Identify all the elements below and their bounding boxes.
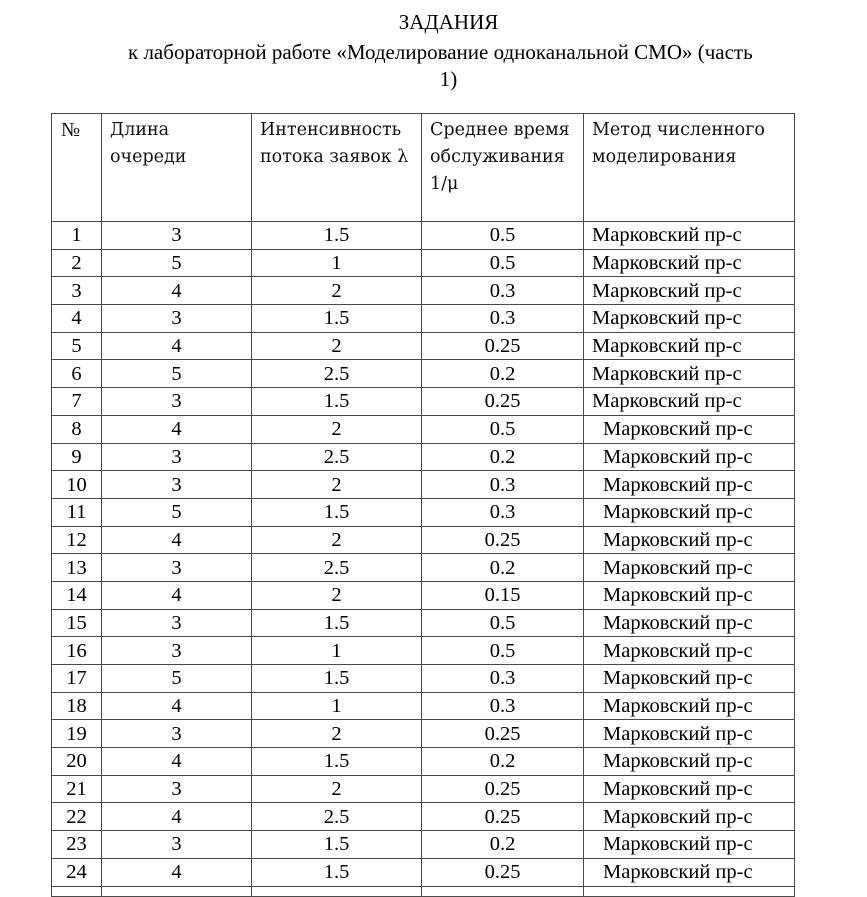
- cell-empty: [252, 886, 422, 896]
- cell-num: 23: [52, 831, 102, 859]
- cell-queue-length: 4: [102, 415, 252, 443]
- cell-service-time: 0.3: [422, 277, 584, 305]
- cell-method: Марковский пр-с: [584, 554, 795, 582]
- cell-service-time: 0.2: [422, 360, 584, 388]
- cell-empty: [422, 886, 584, 896]
- cell-num: 4: [52, 305, 102, 333]
- cell-num: 6: [52, 360, 102, 388]
- table-row: [52, 526, 795, 554]
- cell-intensity: 2: [252, 720, 422, 748]
- cell-service-time: 0.25: [422, 775, 584, 803]
- cell-service-time: 0.5: [422, 222, 584, 250]
- cell-queue-length: 4: [102, 526, 252, 554]
- cell-intensity: 2: [252, 775, 422, 803]
- table-row: [52, 637, 795, 665]
- cell-queue-length: 4: [102, 692, 252, 720]
- cell-service-time: 0.2: [422, 748, 584, 776]
- cell-num: 2: [52, 249, 102, 277]
- cell-queue-length: 5: [102, 498, 252, 526]
- document-title: ЗАДАНИЯ: [398, 10, 499, 34]
- table-row: [52, 720, 795, 748]
- cell-method: Марковский пр-с: [584, 692, 795, 720]
- cell-queue-length: 5: [102, 249, 252, 277]
- table-row: [52, 748, 795, 776]
- table-row: [52, 775, 795, 803]
- cell-queue-length: 3: [102, 305, 252, 333]
- cell-method: Марковский пр-с: [584, 305, 795, 333]
- cell-queue-length: 4: [102, 858, 252, 886]
- header-method: Метод численного моделирования: [584, 114, 795, 222]
- cell-intensity: 2.5: [252, 554, 422, 582]
- cell-num: 9: [52, 443, 102, 471]
- cell-service-time: 0.2: [422, 831, 584, 859]
- cell-intensity: 2: [252, 581, 422, 609]
- cell-num: 1: [52, 222, 102, 250]
- cell-empty: [584, 886, 795, 896]
- cell-num: 7: [52, 388, 102, 416]
- table-row: [52, 692, 795, 720]
- header-intensity: Интенсивность потока заявок λ: [252, 114, 422, 222]
- cell-num: 13: [52, 554, 102, 582]
- cell-num: 18: [52, 692, 102, 720]
- cell-service-time: 0.2: [422, 554, 584, 582]
- cell-intensity: 1: [252, 692, 422, 720]
- cell-empty: [102, 886, 252, 896]
- cell-queue-length: 4: [102, 581, 252, 609]
- cell-service-time: 0.25: [422, 332, 584, 360]
- tasks-table: [51, 113, 795, 897]
- cell-num: 24: [52, 858, 102, 886]
- table-row: [52, 222, 795, 250]
- cell-service-time: 0.25: [422, 858, 584, 886]
- document-subtitle: к лабораторной работе «Моделирование одноканальной СМО» (часть: [128, 40, 753, 64]
- cell-intensity: 2: [252, 277, 422, 305]
- document-subtitle-continuation: 1): [439, 67, 458, 91]
- cell-num: 11: [52, 498, 102, 526]
- cell-intensity: 2.5: [252, 803, 422, 831]
- cell-method: Марковский пр-с: [584, 360, 795, 388]
- cell-queue-length: 3: [102, 471, 252, 499]
- cell-method: Марковский пр-с: [584, 415, 795, 443]
- cell-service-time: 0.3: [422, 692, 584, 720]
- table-row: [52, 665, 795, 693]
- cell-service-time: 0.3: [422, 498, 584, 526]
- cell-service-time: 0.3: [422, 305, 584, 333]
- cell-intensity: 1.5: [252, 498, 422, 526]
- cell-method: Марковский пр-с: [584, 443, 795, 471]
- table-row-cutoff: [52, 886, 795, 896]
- cell-method: Марковский пр-с: [584, 775, 795, 803]
- cell-service-time: 0.5: [422, 415, 584, 443]
- cell-intensity: 1: [252, 249, 422, 277]
- cell-queue-length: 3: [102, 637, 252, 665]
- table-row: [52, 831, 795, 859]
- table-row: [52, 249, 795, 277]
- cell-method: Марковский пр-с: [584, 748, 795, 776]
- cell-method: Марковский пр-с: [584, 471, 795, 499]
- cell-queue-length: 3: [102, 609, 252, 637]
- cell-method: Марковский пр-с: [584, 526, 795, 554]
- table-row: [52, 471, 795, 499]
- cell-intensity: 1.5: [252, 748, 422, 776]
- header-num: №: [52, 114, 102, 222]
- table-header: [52, 114, 795, 222]
- cell-intensity: 2: [252, 471, 422, 499]
- table-body: [52, 222, 795, 897]
- table-row: [52, 388, 795, 416]
- cell-intensity: 1.5: [252, 388, 422, 416]
- cell-num: 20: [52, 748, 102, 776]
- cell-queue-length: 4: [102, 277, 252, 305]
- cell-num: 5: [52, 332, 102, 360]
- table-row: [52, 498, 795, 526]
- table-row: [52, 443, 795, 471]
- cell-method: Марковский пр-с: [584, 720, 795, 748]
- table-row: [52, 305, 795, 333]
- cell-intensity: 1.5: [252, 665, 422, 693]
- header-queue-length: Длина очереди: [102, 114, 252, 222]
- cell-num: 12: [52, 526, 102, 554]
- cell-method: Марковский пр-с: [584, 637, 795, 665]
- cell-queue-length: 4: [102, 803, 252, 831]
- cell-queue-length: 5: [102, 665, 252, 693]
- cell-queue-length: 3: [102, 443, 252, 471]
- table-row: [52, 803, 795, 831]
- cell-method: Марковский пр-с: [584, 388, 795, 416]
- cell-service-time: 0.2: [422, 443, 584, 471]
- cell-empty: [52, 886, 102, 896]
- cell-method: Марковский пр-с: [584, 249, 795, 277]
- cell-service-time: 0.3: [422, 665, 584, 693]
- cell-num: 19: [52, 720, 102, 748]
- table-row: [52, 415, 795, 443]
- table-row: [52, 554, 795, 582]
- cell-intensity: 2: [252, 526, 422, 554]
- cell-service-time: 0.25: [422, 720, 584, 748]
- cell-intensity: 2: [252, 332, 422, 360]
- cell-service-time: 0.5: [422, 249, 584, 277]
- cell-method: Марковский пр-с: [584, 858, 795, 886]
- cell-service-time: 0.3: [422, 471, 584, 499]
- cell-num: 16: [52, 637, 102, 665]
- cell-num: 22: [52, 803, 102, 831]
- cell-intensity: 2.5: [252, 360, 422, 388]
- cell-queue-length: 3: [102, 720, 252, 748]
- cell-num: 10: [52, 471, 102, 499]
- header-service-time: Среднее время обслуживания 1/μ: [422, 114, 584, 222]
- cell-num: 17: [52, 665, 102, 693]
- cell-intensity: 1.5: [252, 305, 422, 333]
- cell-num: 8: [52, 415, 102, 443]
- cell-intensity: 1.5: [252, 222, 422, 250]
- cell-queue-length: 5: [102, 360, 252, 388]
- cell-queue-length: 3: [102, 222, 252, 250]
- cell-method: Марковский пр-с: [584, 831, 795, 859]
- cell-intensity: 1.5: [252, 609, 422, 637]
- cell-queue-length: 3: [102, 775, 252, 803]
- cell-intensity: 1: [252, 637, 422, 665]
- cell-method: Марковский пр-с: [584, 222, 795, 250]
- header-row: [52, 114, 795, 222]
- cell-queue-length: 3: [102, 388, 252, 416]
- cell-method: Марковский пр-с: [584, 803, 795, 831]
- cell-intensity: 1.5: [252, 831, 422, 859]
- cell-num: 3: [52, 277, 102, 305]
- cell-method: Марковский пр-с: [584, 277, 795, 305]
- cell-queue-length: 4: [102, 332, 252, 360]
- cell-num: 14: [52, 581, 102, 609]
- cell-num: 15: [52, 609, 102, 637]
- table-row: [52, 360, 795, 388]
- table-row: [52, 609, 795, 637]
- cell-service-time: 0.25: [422, 803, 584, 831]
- cell-service-time: 0.5: [422, 609, 584, 637]
- cell-method: Марковский пр-с: [584, 498, 795, 526]
- table-row: [52, 858, 795, 886]
- table-row: [52, 277, 795, 305]
- cell-queue-length: 3: [102, 554, 252, 582]
- table-row: [52, 332, 795, 360]
- table-row: [52, 581, 795, 609]
- cell-queue-length: 3: [102, 831, 252, 859]
- cell-method: Марковский пр-с: [584, 332, 795, 360]
- cell-service-time: 0.25: [422, 388, 584, 416]
- cell-method: Марковский пр-с: [584, 581, 795, 609]
- cell-intensity: 1.5: [252, 858, 422, 886]
- cell-service-time: 0.5: [422, 637, 584, 665]
- cell-method: Марковский пр-с: [584, 665, 795, 693]
- cell-intensity: 2.5: [252, 443, 422, 471]
- cell-service-time: 0.25: [422, 526, 584, 554]
- cell-num: 21: [52, 775, 102, 803]
- cell-queue-length: 4: [102, 748, 252, 776]
- cell-service-time: 0.15: [422, 581, 584, 609]
- cell-method: Марковский пр-с: [584, 609, 795, 637]
- cell-intensity: 2: [252, 415, 422, 443]
